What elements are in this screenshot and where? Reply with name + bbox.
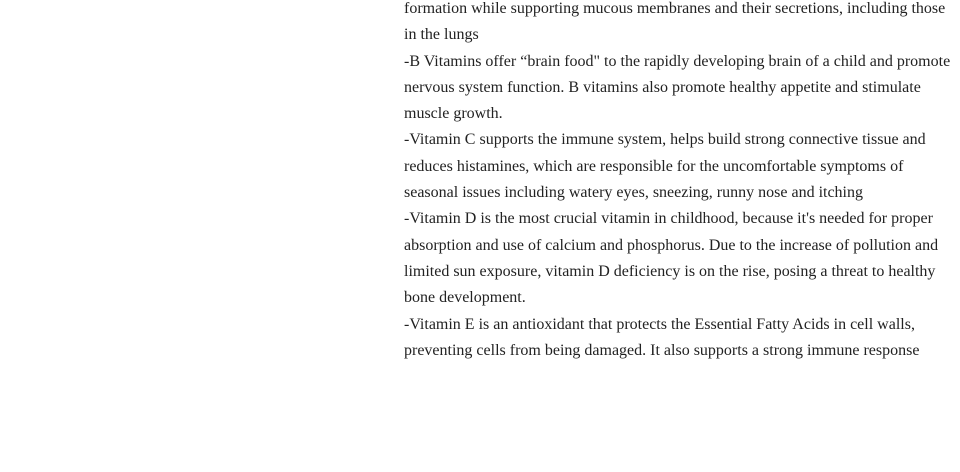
paragraph-vitamin-a-continued: formation while supporting mucous membranes and their secretions, including those in the lungs	[404, 0, 946, 44]
article-body	[404, 0, 956, 364]
paragraph-vitamin-d: -Vitamin D is the most crucial vitamin in childhood, because it's needed for proper absorption and use of calcium and phosphorus. Due to the increase of pollution and limited sun exposure, vitamin D deficiency is on the rise, posing a threat to healthy bone development.	[404, 210, 939, 307]
paragraph-vitamin-b: -B Vitamins offer “brain food" to the rapidly developing brain of a child and promote nervous system function. B vitamins also promote healthy appetite and stimulate muscle growth.	[404, 52, 951, 123]
paragraph-vitamin-e: -Vitamin E is an antioxidant that protects the Essential Fatty Acids in cell walls, preventing cells from being damaged. It also supports a strong immune response	[404, 315, 920, 359]
paragraph-vitamin-c: -Vitamin C supports the immune system, helps build strong connective tissue and reduces histamines, which are responsible for the uncomfortable symptoms of seasonal issues including watery eyes, sneezing, runny nose and itching	[404, 131, 926, 202]
